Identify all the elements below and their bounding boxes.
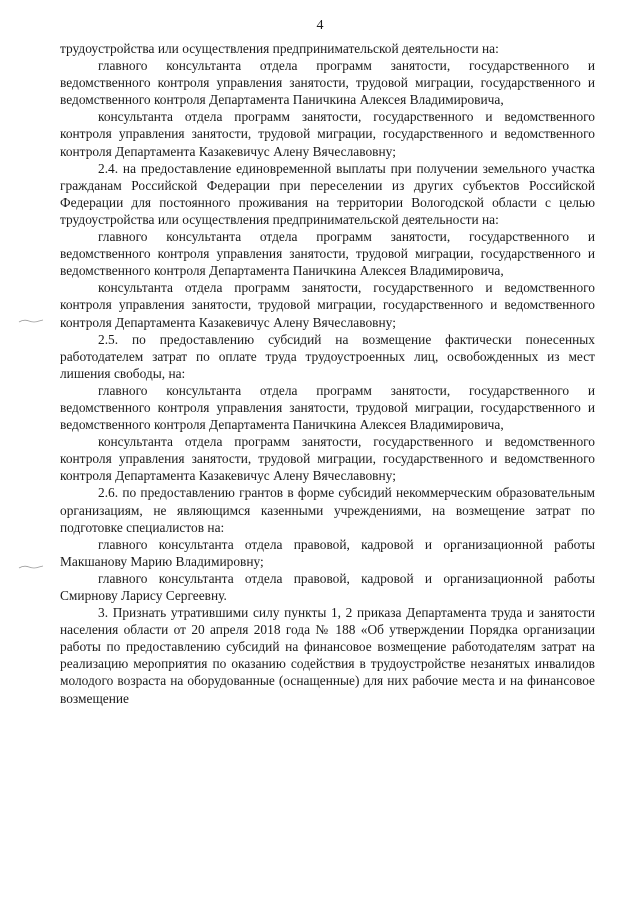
paragraph-5: главного консультанта отдела программ занятости, государственного и ведомственного контроля управления занятости, трудовой миграции, государственного и ведомственного контроля Департамента Паничкина Алексея Владимировича, bbox=[60, 229, 595, 279]
paragraph-6: консультанта отдела программ занятости, государственного и ведомственного контроля управления занятости, трудовой миграции, государственного и ведомственного контроля Департамента Казакевичус Алену Вячеславовну; bbox=[60, 280, 595, 330]
paragraph-2: главного консультанта отдела программ занятости, государственного и ведомственного контроля управления занятости, трудовой миграции, государственного и ведомственного контроля Департамента Паничкина Алексея Владимировича, bbox=[60, 58, 595, 108]
paragraph-13: 3. Признать утратившими силу пункты 1, 2 приказа Департамента труда и занятости населения области от 20 апреля 2018 года № 188 «Об утверждении Порядка организации работы по предоставлению субсидий на финансовое возмещение работодателям затрат на реализацию мероприятия по оказанию содействия в трудоустройстве незанятых инвалидов молодого возраста на оборудованные (оснащенные) для них рабочие места и на финансовое возмещение bbox=[60, 605, 595, 706]
paragraph-8: главного консультанта отдела программ занятости, государственного и ведомственного контроля управления занятости, трудовой миграции, государственного и ведомственного контроля Департамента Паничкина Алексея Владимировича, bbox=[60, 382, 595, 433]
paragraph-10: 2.6. по предоставлению грантов в форме субсидий некоммерческим образовательным организациям, не являющимся казенными учреждениями, на возмещение затрат по подготовке специалистов на: bbox=[60, 485, 595, 535]
paragraph-11: главного консультанта отдела правовой, кадровой и организационной работы Макшанову Марию Владимировну; bbox=[60, 536, 595, 569]
document-body bbox=[60, 40, 595, 707]
page-number: 4 bbox=[316, 18, 324, 33]
paragraph-12: главного консультанта отдела правовой, кадровой и организационной работы Смирнову Ларису Сергеевну. bbox=[60, 570, 595, 603]
paragraph-9: консультанта отдела программ занятости, государственного и ведомственного контроля управления занятости, трудовой миграции, государственного и ведомственного контроля Департамента Казакевичус Алену Вячеславовну; bbox=[60, 434, 595, 484]
paragraph-3: консультанта отдела программ занятости, государственного и ведомственного контроля управления занятости, трудовой миграции, государственного и ведомственного контроля Департамента Казакевичус Алену Вячеславовну; bbox=[60, 109, 595, 159]
paragraph-1: трудоустройства или осуществления предпринимательской деятельности на: bbox=[60, 41, 499, 56]
margin-mark bbox=[18, 318, 44, 324]
margin-mark bbox=[18, 564, 44, 570]
paragraph-7: 2.5. по предоставлению субсидий на возмещение фактически понесенных работодателем затрат по оплате труда трудоустроенных лиц, освобожденных из мест лишения свободы, на: bbox=[60, 331, 595, 381]
paragraph-4: 2.4. на предоставление единовременной выплаты при получении земельного участка гражданам Российской Федерации при переселении из других субъектов Российской Федерации для постоянного проживания на территории Вологодской области с целью трудоустройства или осуществления предпринимательской деятельности на: bbox=[60, 160, 595, 227]
